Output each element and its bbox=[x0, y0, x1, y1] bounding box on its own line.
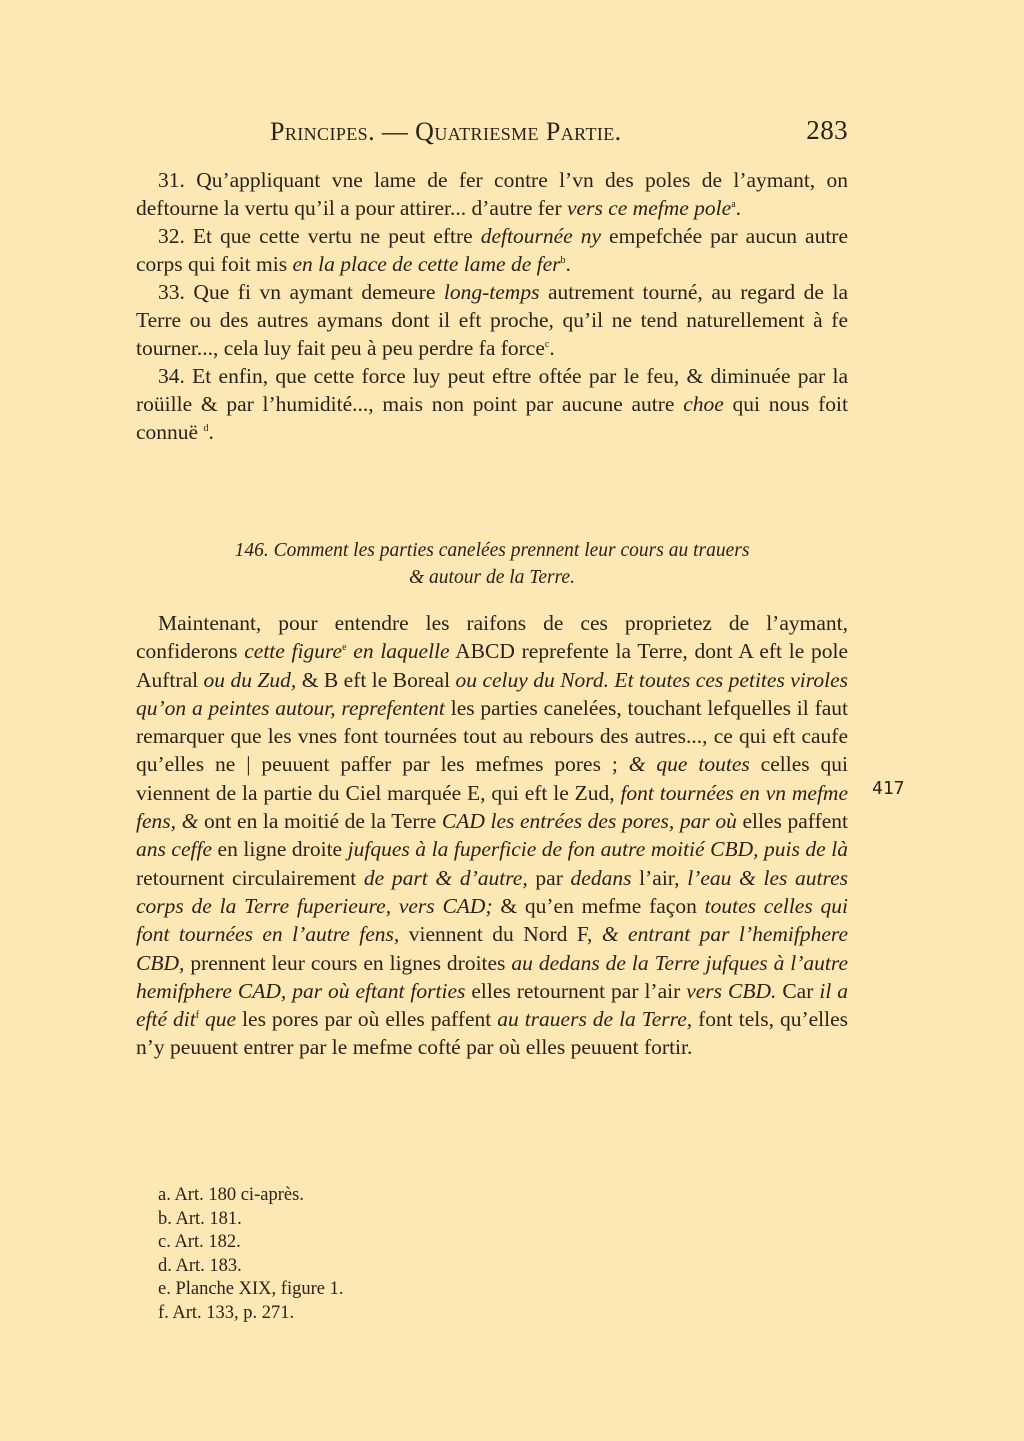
article-31: 31. Qu’appliquant vne lame de fer contre l’vn des poles de l’aymant, on deftourne la vertu qu’il a pour attirer... d’autre fer vers ce mefme pole$^a$. bbox=[136, 168, 848, 220]
section-heading-line-1: 146. Comment les parties canelées prennent leur cours au trauers bbox=[234, 540, 750, 561]
footnote-ref: e bbox=[342, 642, 347, 654]
footnote-item: a. Art. 180 ci-après. bbox=[158, 1185, 304, 1205]
footnote-ref: d bbox=[203, 423, 209, 434]
articles-list bbox=[136, 166, 848, 446]
article-33: 33. Que fi vn aymant demeure long-temps autrement tourné, au regard de la Terre ou des autres aymans dont il eft proche, qu’il ne tend naturellement à fe tourner..., cela luy fait peu à peu perdre fa force$^c$. bbox=[136, 280, 848, 360]
footnote-ref: a bbox=[731, 199, 736, 210]
footnote-ref: c bbox=[544, 339, 550, 350]
footnote-item: c. Art. 182. bbox=[158, 1232, 241, 1252]
footnote-ref: f bbox=[195, 1010, 200, 1022]
footnote-item: b. Art. 181. bbox=[158, 1208, 242, 1229]
footnote-item: d. Art. 183. bbox=[158, 1255, 242, 1276]
running-header bbox=[136, 113, 848, 149]
page-number: 283 bbox=[806, 115, 848, 145]
margin-page-reference: 417 bbox=[872, 778, 905, 799]
section-heading-line-2: & autour de la Terre. bbox=[409, 567, 575, 588]
article-32: 32. Et que cette vertu ne peut eftre deftournée ny empefchée par aucun autre corps qui foit mis en la place de cette lame de fer$^b$. bbox=[136, 224, 848, 276]
footnote-ref: b bbox=[560, 255, 566, 266]
footnotes bbox=[158, 1184, 343, 1325]
footnote-item: e. Planche XIX, figure 1. bbox=[158, 1279, 344, 1299]
main-paragraph: Maintenant, pour entendre les raifons de ces proprietez de l’aymant, confiderons cette figure$^e$ en laquelle ABCD reprefente la Terre, dont A eft le pole Auftral ou du Zud, & B eft le Boreal ou celuy du Nord. Et toutes ces petites viroles qu’on a peintes autour, reprefentent les parties canelées, touchant lefquelles il faut remarquer que les vnes font tournées tout au rebours des autres..., ce qui eft caufe qu’elles ne | peuuent paffer par les mefmes pores ; & que toutes celles qui viennent de la partie du Ciel marquée E, qui eft le Zud, font tournées en vn mefme fens, & ont en la moitié de la Terre CAD les entrées des pores, par où elles paffent ans ceffe en ligne droite jufques à la fuperficie de fon autre moitié CBD, puis de là retournent circulairement de part & d’autre, par dedans l’air, l’eau & les autres corps de la Terre fuperieure, vers CAD; & qu’en mefme façon toutes celles qui font tournées en l’autre fens, viennent du Nord F, & entrant par l’hemifphere CBD, prennent leur cours en lignes droites au dedans de la Terre jufques à l’autre hemifphere CAD, par où eftant forties elles retournent par l’air vers CBD. Car il a efté dit$^f$ que les pores par où elles paffent au trauers de la Terre, font tels, qu’elles n’y peuuent entrer par le mefme cofté par où elles peuuent fortir. bbox=[136, 611, 849, 1060]
article-34: 34. Et enfin, que cette force luy peut eftre oftée par le feu, & diminuée par la roüille & par l’humidité..., mais non point par aucune autre choe qui nous foit connuë $^d$. bbox=[136, 364, 848, 444]
running-title: Principes. — Quatriesme Partie. bbox=[270, 117, 622, 146]
footnote-item: f. Art. 133, p. 271. bbox=[158, 1302, 295, 1323]
section-heading bbox=[136, 537, 848, 591]
